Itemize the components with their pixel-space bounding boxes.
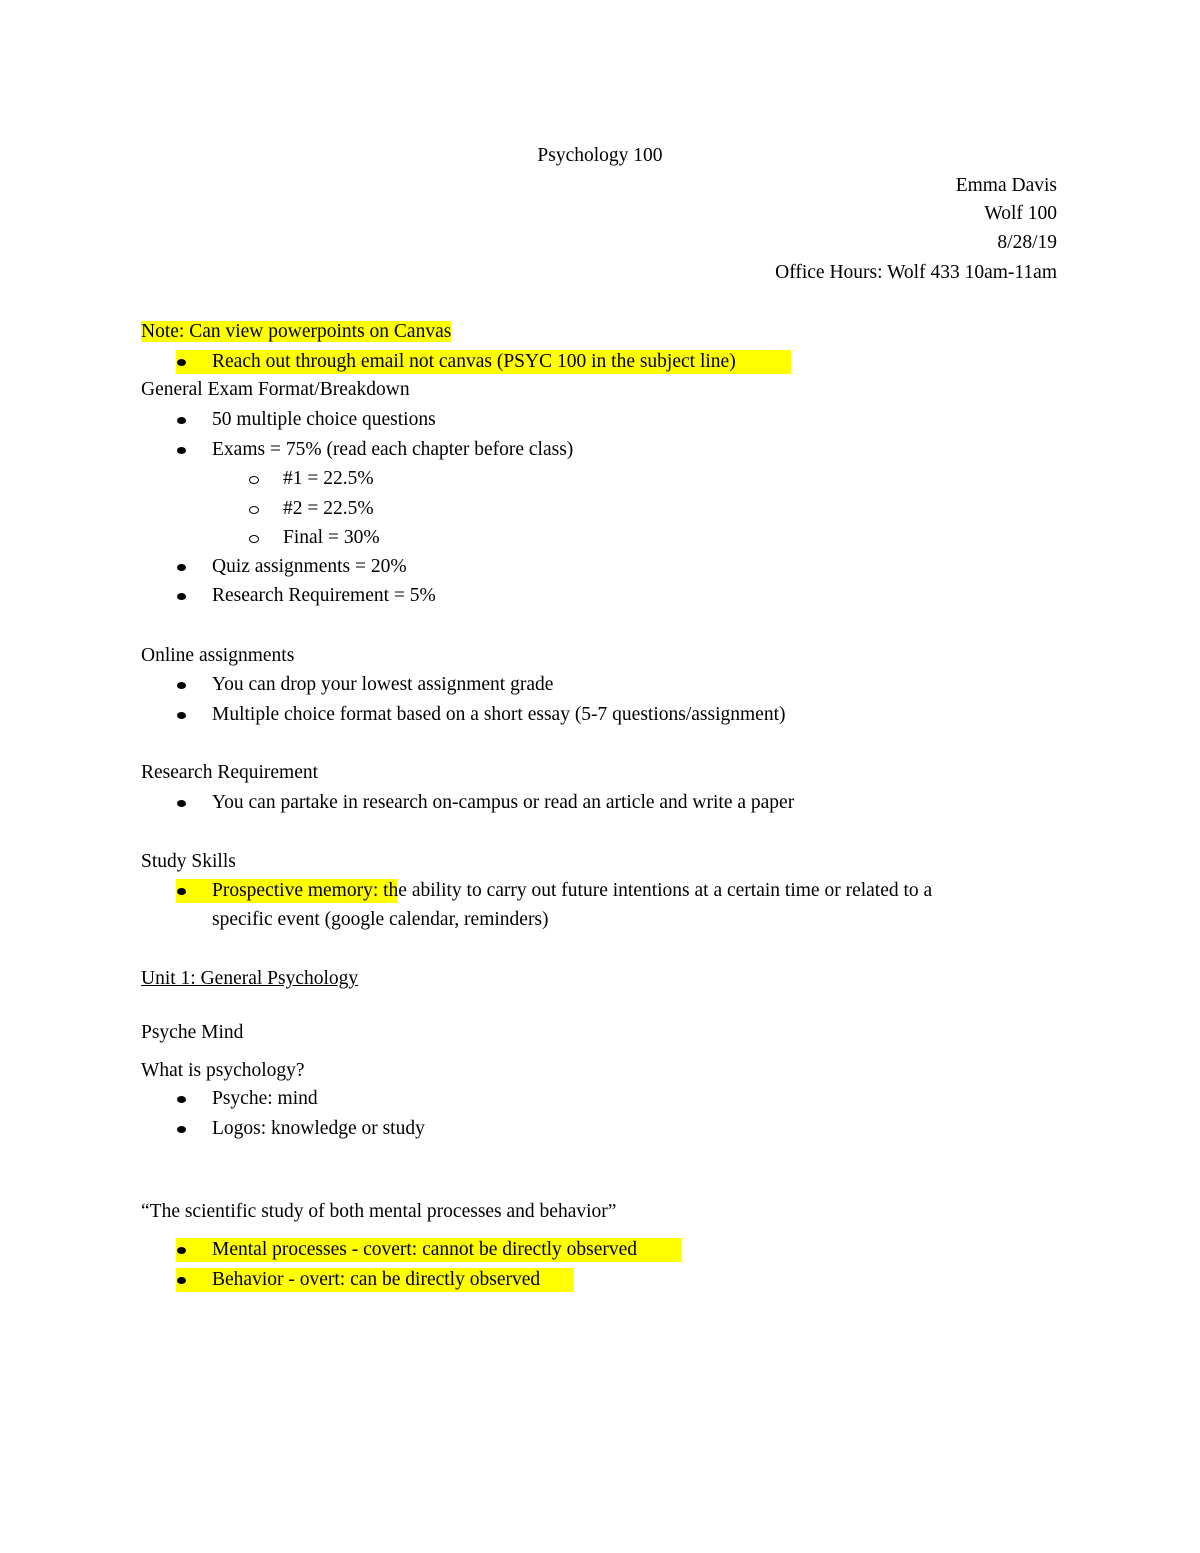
circle-bullet-icon	[249, 467, 259, 491]
bullet-icon	[177, 703, 186, 727]
bullet-icon	[177, 1087, 186, 1111]
highlight-bullet: Mental processes - covert: cannot be directly observed	[212, 1239, 638, 1260]
bullet-icon	[177, 879, 186, 903]
bullet-icon	[177, 673, 186, 697]
exam-sub-bullet: #2 = 22.5%	[283, 498, 374, 519]
page-title: Psychology 100	[537, 145, 663, 166]
study-definition-line	[212, 879, 932, 903]
study-definition-cont: specific event (google calendar, reminders)	[212, 909, 549, 930]
study-term: Prospective memory:	[212, 880, 379, 901]
author-name: Emma Davis	[955, 175, 1057, 196]
exam-bullet: 50 multiple choice questions	[212, 409, 436, 430]
online-bullet: Multiple choice format based on a short essay (5-7 questions/assignment)	[212, 704, 786, 725]
exam-bullet: Research Requirement = 5%	[212, 585, 436, 606]
unit-bullet: Psyche: mind	[212, 1088, 318, 1109]
unit-title: Unit 1: General Psychology	[141, 968, 359, 989]
exam-bullet: Exams = 75% (read each chapter before class)	[212, 439, 574, 460]
online-bullet: You can drop your lowest assignment grade	[212, 674, 554, 695]
exam-bullet: Quiz assignments = 20%	[212, 556, 407, 577]
highlight-bullet: Behavior - overt: can be directly observed	[212, 1269, 541, 1290]
bullet-icon	[177, 555, 186, 579]
study-definition: the ability to carry out future intentions at a certain time or related to a	[378, 880, 933, 901]
date: 8/28/19	[997, 232, 1057, 253]
bullet-icon	[177, 1238, 186, 1262]
bullet-icon	[177, 584, 186, 608]
exam-sub-bullet: #1 = 22.5%	[283, 468, 374, 489]
exam-heading: General Exam Format/Breakdown	[141, 379, 410, 400]
office-hours: Office Hours: Wolf 433 10am-11am	[775, 262, 1057, 283]
online-heading: Online assignments	[141, 645, 295, 666]
bullet-icon	[177, 350, 186, 374]
bullet-icon	[177, 791, 186, 815]
note-bullet: Reach out through email not canvas (PSYC 100 in the subject line)	[212, 351, 736, 372]
circle-bullet-icon	[249, 526, 259, 550]
research-heading: Research Requirement	[141, 762, 319, 783]
bullet-icon	[177, 1268, 186, 1292]
research-bullet: You can partake in research on-campus or read an article and write a paper	[212, 792, 795, 813]
bullet-icon	[177, 438, 186, 462]
unit-bullet: Logos: knowledge or study	[212, 1118, 425, 1139]
bullet-icon	[177, 408, 186, 432]
circle-bullet-icon	[249, 497, 259, 521]
psychology-question: What is psychology?	[141, 1060, 305, 1081]
exam-sub-bullet: Final = 30%	[283, 527, 380, 548]
definition-quote: “The scientific study of both mental processes and behavior”	[141, 1201, 617, 1222]
study-heading: Study Skills	[141, 851, 236, 872]
bullet-icon	[177, 1117, 186, 1141]
course-name: Wolf 100	[984, 203, 1057, 224]
psyche-mind: Psyche Mind	[141, 1022, 244, 1043]
note-text: Note: Can view powerpoints on Canvas	[141, 321, 452, 342]
